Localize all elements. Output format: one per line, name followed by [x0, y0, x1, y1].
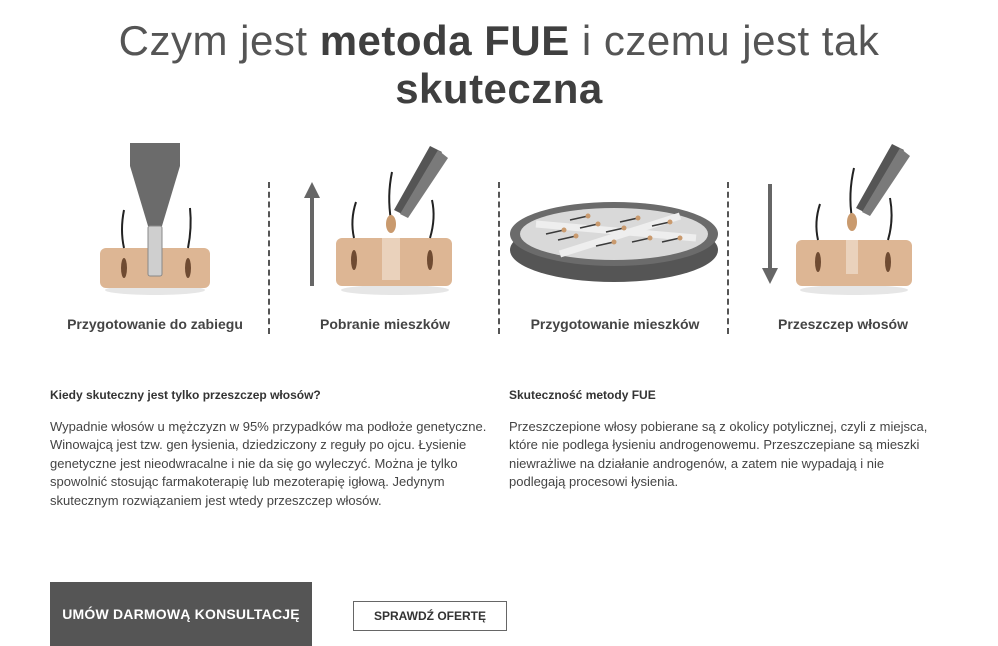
extraction-tweezers-icon — [270, 138, 500, 308]
title-part-1: Czym jest — [118, 17, 320, 64]
section-when-effective — [50, 388, 490, 510]
check-offer-button[interactable]: SPRAWDŹ OFERTĘ — [353, 601, 507, 631]
step-transplant — [728, 138, 958, 338]
step-caption: Przeszczep włosów — [778, 316, 908, 332]
page-title — [0, 18, 998, 64]
step-follicle-prep — [500, 138, 730, 338]
implant-tweezers-icon — [728, 138, 958, 308]
section-body: Wypadnie włosów u mężczyzn w 95% przypadków ma podłoże genetyczne. Winowajcą jest tzw. gen łysienia, dziedziczony z reguły po ojcu. Łysienie genetyczne jest nieodwracalne i nie da się go wyleczyć. Można je tylko spowolnić stosując farmakoterapię lub mezoterapię igłową. Jedynym skutecznym rozwiązaniem jest wtedy przeszczep włosów. — [50, 419, 487, 508]
step-caption: Przygotowanie do zabiegu — [67, 316, 243, 332]
title-part-2: i czemu jest tak — [569, 17, 880, 64]
step-preparation — [40, 138, 270, 338]
step-caption: Pobranie mieszków — [320, 316, 450, 332]
section-title: Kiedy skuteczny jest tylko przeszczep włosów? — [50, 388, 321, 402]
title-emphasis: metoda FUE — [319, 17, 570, 64]
punch-tool-icon — [40, 138, 270, 308]
petri-dish-icon — [500, 138, 730, 308]
step-caption: Przygotowanie mieszków — [530, 316, 700, 332]
title-emphasis-2: skuteczna — [395, 65, 603, 112]
page-title-line-2 — [0, 66, 998, 112]
step-extraction — [270, 138, 500, 338]
section-fue-effectiveness — [509, 388, 939, 492]
section-body: Przeszczepione włosy pobierane są z okolicy potylicznej, czyli z miejsca, które nie podlega łysieniu androgenowemu. Przeszczepiane są mieszki niewrażliwe na działanie androgenów, a zatem nie wypadają i nie podlegają procesowi łysienia. — [509, 419, 928, 490]
section-title: Skuteczność metody FUE — [509, 388, 656, 402]
book-consultation-button[interactable]: UMÓW DARMOWĄ KONSULTACJĘ — [50, 582, 312, 646]
